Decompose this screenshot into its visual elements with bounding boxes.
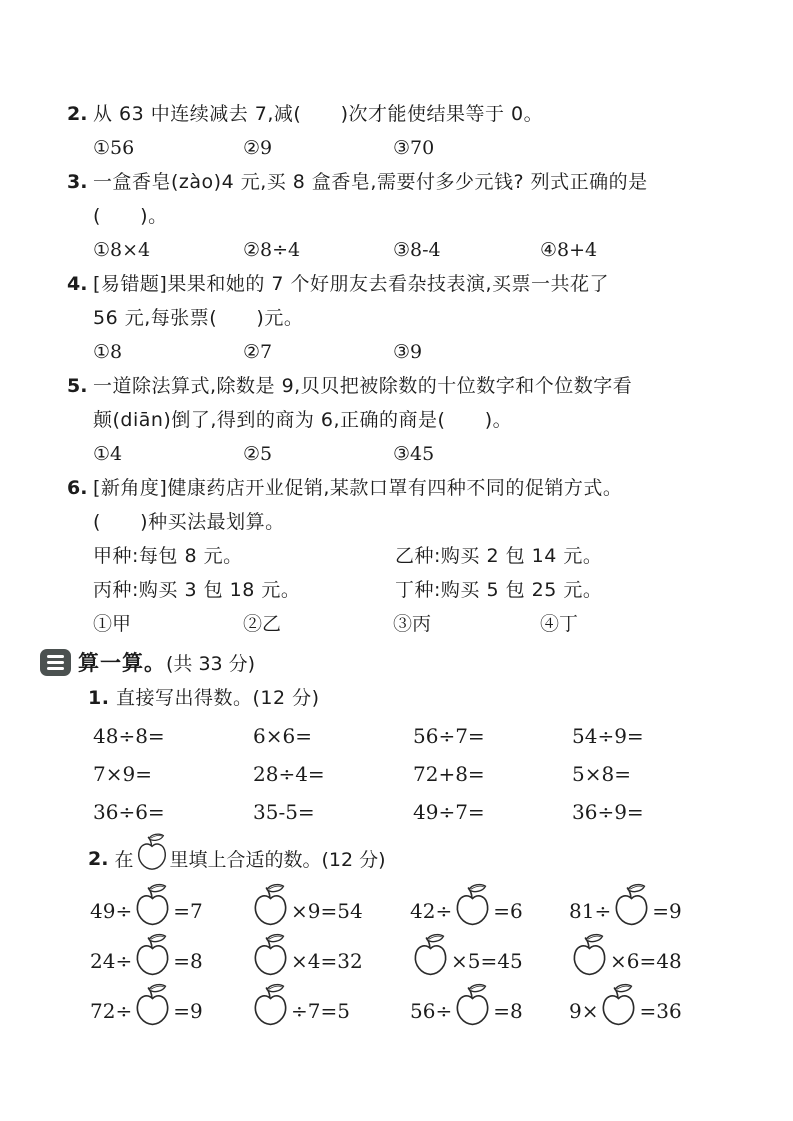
option-3: ③丙 [393,613,432,635]
fill-right: =8 [173,949,203,973]
question-number: 4. [67,273,88,295]
fill-right: ÷7=5 [291,999,350,1023]
option-3: ③70 [393,137,435,159]
fill-problem [90,886,203,936]
subsection-title-suffix: 里填上合适的数。(12 分) [169,849,386,871]
subsection-1-title [88,679,773,717]
option-2: ②乙 [243,613,282,635]
apple-icon [132,932,173,980]
arithmetic-row-2 [93,755,773,793]
fill-right: ×6=48 [610,949,682,973]
arith-problem: 35-5= [253,800,315,824]
option-3: ③45 [393,443,435,465]
fill-left: 24÷ [90,949,133,973]
promo-jia: 甲种:每包 8 元。 [93,545,243,567]
three-lines-icon [40,649,71,676]
arithmetic-row-3 [93,793,773,831]
question-4 [67,267,773,369]
arith-problem: 54÷9= [572,724,644,748]
question-stem-line2: ( )种买法最划算。 [93,511,285,533]
question-5 [67,369,773,471]
option-3: ③8-4 [393,239,441,261]
promo-row-2 [93,573,773,607]
apple-icon [250,982,291,1030]
arith-problem: 48÷8= [93,724,165,748]
options-row [93,131,773,165]
worksheet-content [67,97,773,1036]
arith-problem: 72+8= [413,762,485,786]
promo-bing: 丙种:购买 3 包 18 元。 [93,579,301,601]
option-1: ①56 [93,137,135,159]
promo-ding: 丁种:购买 5 包 25 元。 [395,579,603,601]
arith-problem: 6×6= [253,724,312,748]
option-2: ②7 [243,341,273,363]
fill-left: 42÷ [410,899,453,923]
apple-icon [250,932,291,980]
arithmetic-row-1 [93,717,773,755]
option-3: ③9 [393,341,423,363]
apple-icon [452,982,493,1030]
question-number: 3. [67,171,88,193]
option-1: ①8 [93,341,123,363]
fill-right: =6 [493,899,523,923]
question-stem [67,369,773,403]
question-stem-line2: 颠(diān)倒了,得到的商为 6,正确的商是( )。 [93,409,513,431]
fill-right: ×9=54 [291,899,363,923]
option-4: ④丁 [540,613,579,635]
fill-problem [569,936,682,986]
arith-problem: 49÷7= [413,800,485,824]
fill-left: 9× [569,999,599,1023]
fill-row-3 [90,986,773,1036]
fill-problem [90,986,203,1036]
apple-icon [598,982,639,1030]
question-number: 5. [67,375,88,397]
question-6 [67,471,773,641]
arith-problem: 56÷7= [413,724,485,748]
question-stem [67,471,773,505]
fill-right: =9 [173,999,203,1023]
fill-row-1 [90,886,773,936]
subsection-title-prefix: 在 [108,849,134,871]
arith-problem: 28÷4= [253,762,325,786]
subsection-number: 2. [88,847,109,870]
arith-problem: 5×8= [572,762,631,786]
options-row [93,233,773,267]
fill-problem [250,886,363,936]
question-stem-line2: ( )。 [93,205,168,227]
question-stem [67,97,773,131]
apple-icon [250,882,291,930]
question-stem-text: 一盒香皂(zào)4 元,买 8 盒香皂,需要付多少元钱? 列式正确的是 [93,171,648,193]
question-number: 6. [67,477,88,499]
fill-problem [90,936,203,986]
section-score: (共 33 分) [166,652,256,675]
option-2: ②5 [243,443,273,465]
fill-problem [410,936,523,986]
question-stem-text: [新角度]健康药店开业促销,某款口罩有四种不同的促销方式。 [93,477,623,499]
apple-icon [132,882,173,930]
arith-problem: 36÷9= [572,800,644,824]
apple-icon [134,832,170,874]
option-1: ①甲 [93,613,132,635]
apple-icon [611,882,652,930]
fill-problem [250,936,363,986]
question-number: 2. [67,103,88,125]
question-stem [67,267,773,301]
section-three-header [40,645,773,679]
fill-right: ×4=32 [291,949,363,973]
fill-left: 49÷ [90,899,133,923]
fill-left: 72÷ [90,999,133,1023]
subsection-2-title [88,831,773,886]
fill-right: =36 [639,999,682,1023]
options-row [93,437,773,471]
subsection-number: 1. [88,687,110,709]
fill-right: =8 [493,999,523,1023]
section-title: 算一算。 [78,651,166,675]
fill-right: =9 [652,899,682,923]
question-stem [67,165,773,199]
fill-problem [569,986,682,1036]
promo-yi: 乙种:购买 2 包 14 元。 [395,545,603,567]
option-2: ②9 [243,137,273,159]
apple-icon [452,882,493,930]
arith-problem: 7×9= [93,762,152,786]
fill-problem [410,986,523,1036]
fill-right: =7 [173,899,203,923]
apple-icon [410,932,451,980]
question-stem-line2: 56 元,每张票( )元。 [93,307,304,329]
fill-row-2 [90,936,773,986]
fill-right: ×5=45 [451,949,523,973]
promo-row-1 [93,539,773,573]
question-2 [67,97,773,165]
option-2: ②8÷4 [243,239,301,261]
option-1: ①8×4 [93,239,151,261]
fill-left: 56÷ [410,999,453,1023]
question-stem-text: 一道除法算式,除数是 9,贝贝把被除数的十位数字和个位数字看 [93,375,633,397]
apple-icon [569,932,610,980]
fill-problem [410,886,523,936]
question-stem-text: 从 63 中连续减去 7,减( )次才能使结果等于 0。 [93,103,544,125]
fill-problem [250,986,350,1036]
subsection-title-text: 直接写出得数。(12 分) [109,687,320,709]
apple-icon [132,982,173,1030]
option-1: ①4 [93,443,123,465]
question-stem-text: [易错题]果果和她的 7 个好朋友去看杂技表演,买票一共花了 [93,273,610,295]
question-3 [67,165,773,267]
option-4: ④8+4 [540,239,598,261]
fill-problem [569,886,682,936]
options-row [93,607,773,641]
fill-left: 81÷ [569,899,612,923]
arith-problem: 36÷6= [93,800,165,824]
options-row [93,335,773,369]
